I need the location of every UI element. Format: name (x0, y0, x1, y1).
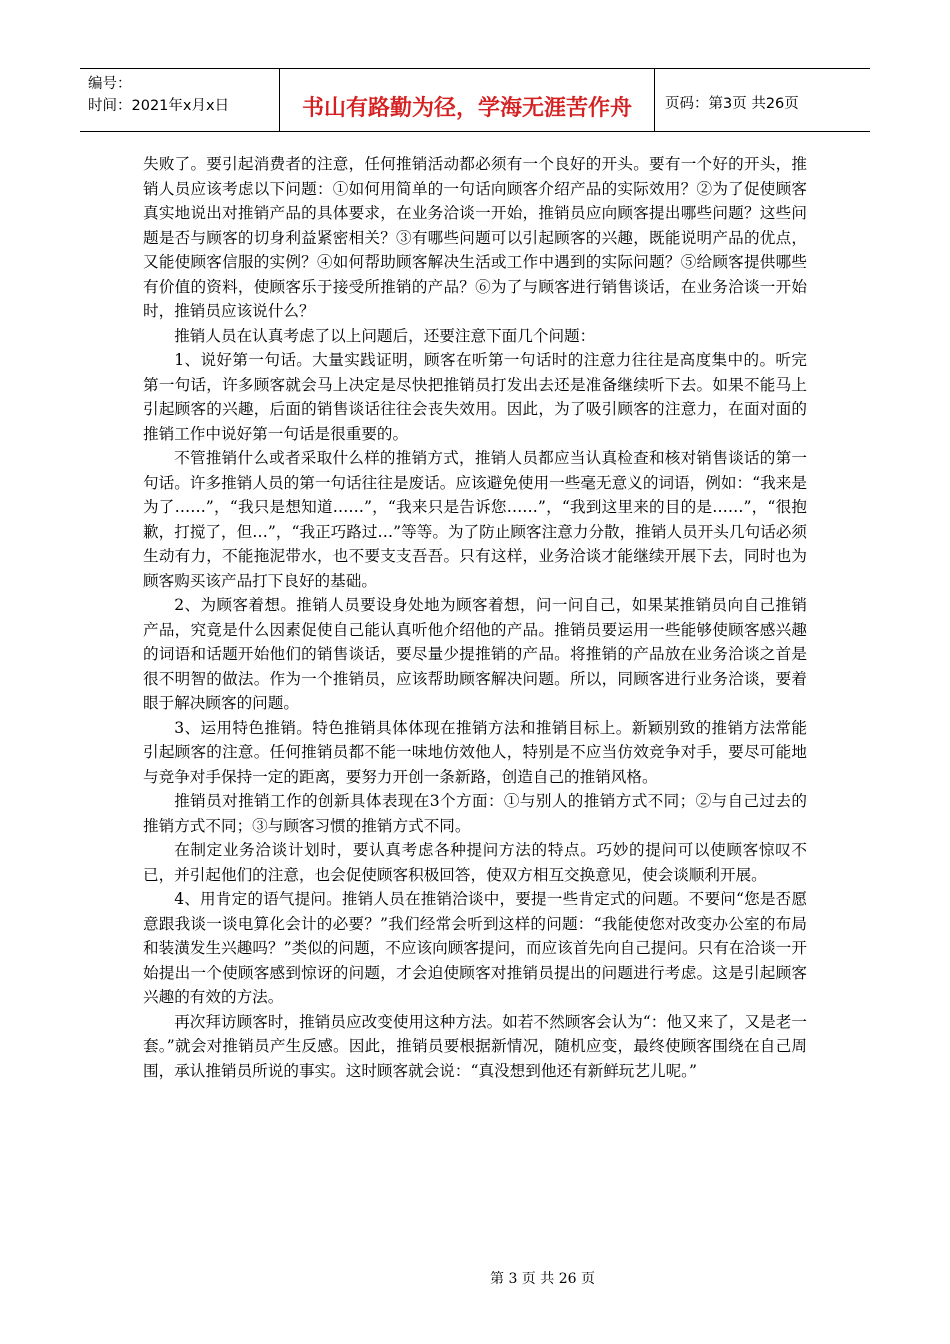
paragraph: 推销员对推销工作的创新具体表现在3个方面：①与别人的推销方式不同；②与自己过去的推销方式不同；③与顾客习惯的推销方式不同。 (143, 792, 807, 835)
paragraph: 再次拜访顾客时，推销员应改变使用这种方法。如若不然顾客会认为“：他又来了，又是老一套。”就会对推销员产生反感。因此，推销员要根据新情况，随机应变，最终使顾客围绕在自己周围，承认推销员所说的事实。这时顾客就会说：“真没想到他还有新鲜玩艺儿呢。” (143, 1012, 807, 1080)
header-page-info: 页码：第3页 共26页 (665, 95, 799, 112)
paragraph: 3、运用特色推销。特色推销具体体现在推销方法和推销目标上。新颖别致的推销方法常能引起顾客的注意。任何推销员都不能一味地仿效他人，特别是不应当仿效竞争对手，要尽可能地与竞争对手保持一定的距离，要努力开创一条新路，创造自己的推销风格。 (143, 718, 807, 786)
paragraph: 2、为顾客着想。推销人员要设身处地为顾客着想，问一问自己，如果某推销员向自己推销产品，究竟是什么因素促使自己能认真听他介绍他的产品。推销员要运用一些能够使顾客感兴趣的词语和话题开始他们的销售谈话，要尽量少提推销的产品。将推销的产品放在业务洽谈之首是很不明智的做法。作为一个推销员，应该帮助顾客解决问题。所以，同顾客进行业务洽谈，要着眼于解决顾客的问题。 (143, 596, 807, 712)
paragraph: 在制定业务洽谈计划时，要认真考虑各种提问方法的特点。巧妙的提问可以使顾客惊叹不已，并引起他们的注意，也会促使顾客积极回答，使双方相互交换意见，使会谈顺利开展。 (143, 841, 807, 884)
paragraph: 不管推销什么或者采取什么样的推销方式，推销人员都应当认真检查和核对销售谈话的第一句话。许多推销人员的第一句话往往是废话。应该避免使用一些毫无意义的词语，例如：“我来是为了……”，“我只是想知道……”，“我来只是告诉您……”，“我到这里来的目的是……”，“很抱歉，打搅了，但…”，“我正巧路过…”等等。为了防止顾客注意力分散，推销人员开头几句话必须生动有力，不能拖泥带水，也不要支支吾吾。只有这样，业务洽谈才能继续开展下去，同时也为顾客购买该产品打下良好的基础。 (143, 449, 807, 590)
page-header (80, 68, 870, 132)
document-body (143, 152, 807, 1083)
page-footer: 第 3 页 共 26 页 (490, 1271, 595, 1287)
document-number-label: 编号： (88, 76, 132, 92)
paragraph: 推销人员在认真考虑了以上问题后，还要注意下面几个问题： (174, 326, 596, 345)
document-date: 时间：2021年x月x日 (88, 98, 230, 114)
header-motto: 书山有路勤为径，学海无涯苦作舟 (280, 69, 655, 131)
paragraph: 4、用肯定的语气提问。推销人员在推销洽谈中，要提一些肯定式的问题。不要问“您是否愿意跟我谈一谈电算化会计的必要？”我们经常会听到这样的问题：“我能使您对改变办公室的布局和装潢发生兴趣吗？”类似的问题，不应该向顾客提问，而应该首先向自己提问。只有在洽谈一开始提出一个使顾客感到惊讶的问题，才会迫使顾客对推销员提出的问题进行考虑。这是引起顾客兴趣的有效的方法。 (143, 890, 807, 1006)
paragraph-continuation: 失败了。要引起消费者的注意，任何推销活动都必须有一个良好的开头。要有一个好的开头，推销人员应该考虑以下问题：①如何用简单的一句话向顾客介绍产品的实际效用？②为了促使顾客真实地说出对推销产品的具体要求，在业务洽谈一开始，推销员应向顾客提出哪些问题？这些问题是否与顾客的切身利益紧密相关？③有哪些问题可以引起顾客的兴趣，既能说明产品的优点，又能使顾客信服的实例？④如何帮助顾客解决生活或工作中遇到的实际问题？⑤给顾客提供哪些有价值的资料，使顾客乐于接受所推销的产品？⑥为了与顾客进行销售谈话，在业务洽谈一开始时，推销员应该说什么？ (143, 155, 807, 320)
header-meta (80, 69, 280, 131)
paragraph: 1、说好第一句话。大量实践证明，顾客在听第一句话时的注意力往往是高度集中的。听完第一句话，许多顾客就会马上决定是尽快把推销员打发出去还是准备继续听下去。如果不能马上引起顾客的兴趣，后面的销售谈话往往会丧失效用。因此，为了吸引顾客的注意力，在面对面的推销工作中说好第一句话是很重要的。 (143, 351, 807, 443)
